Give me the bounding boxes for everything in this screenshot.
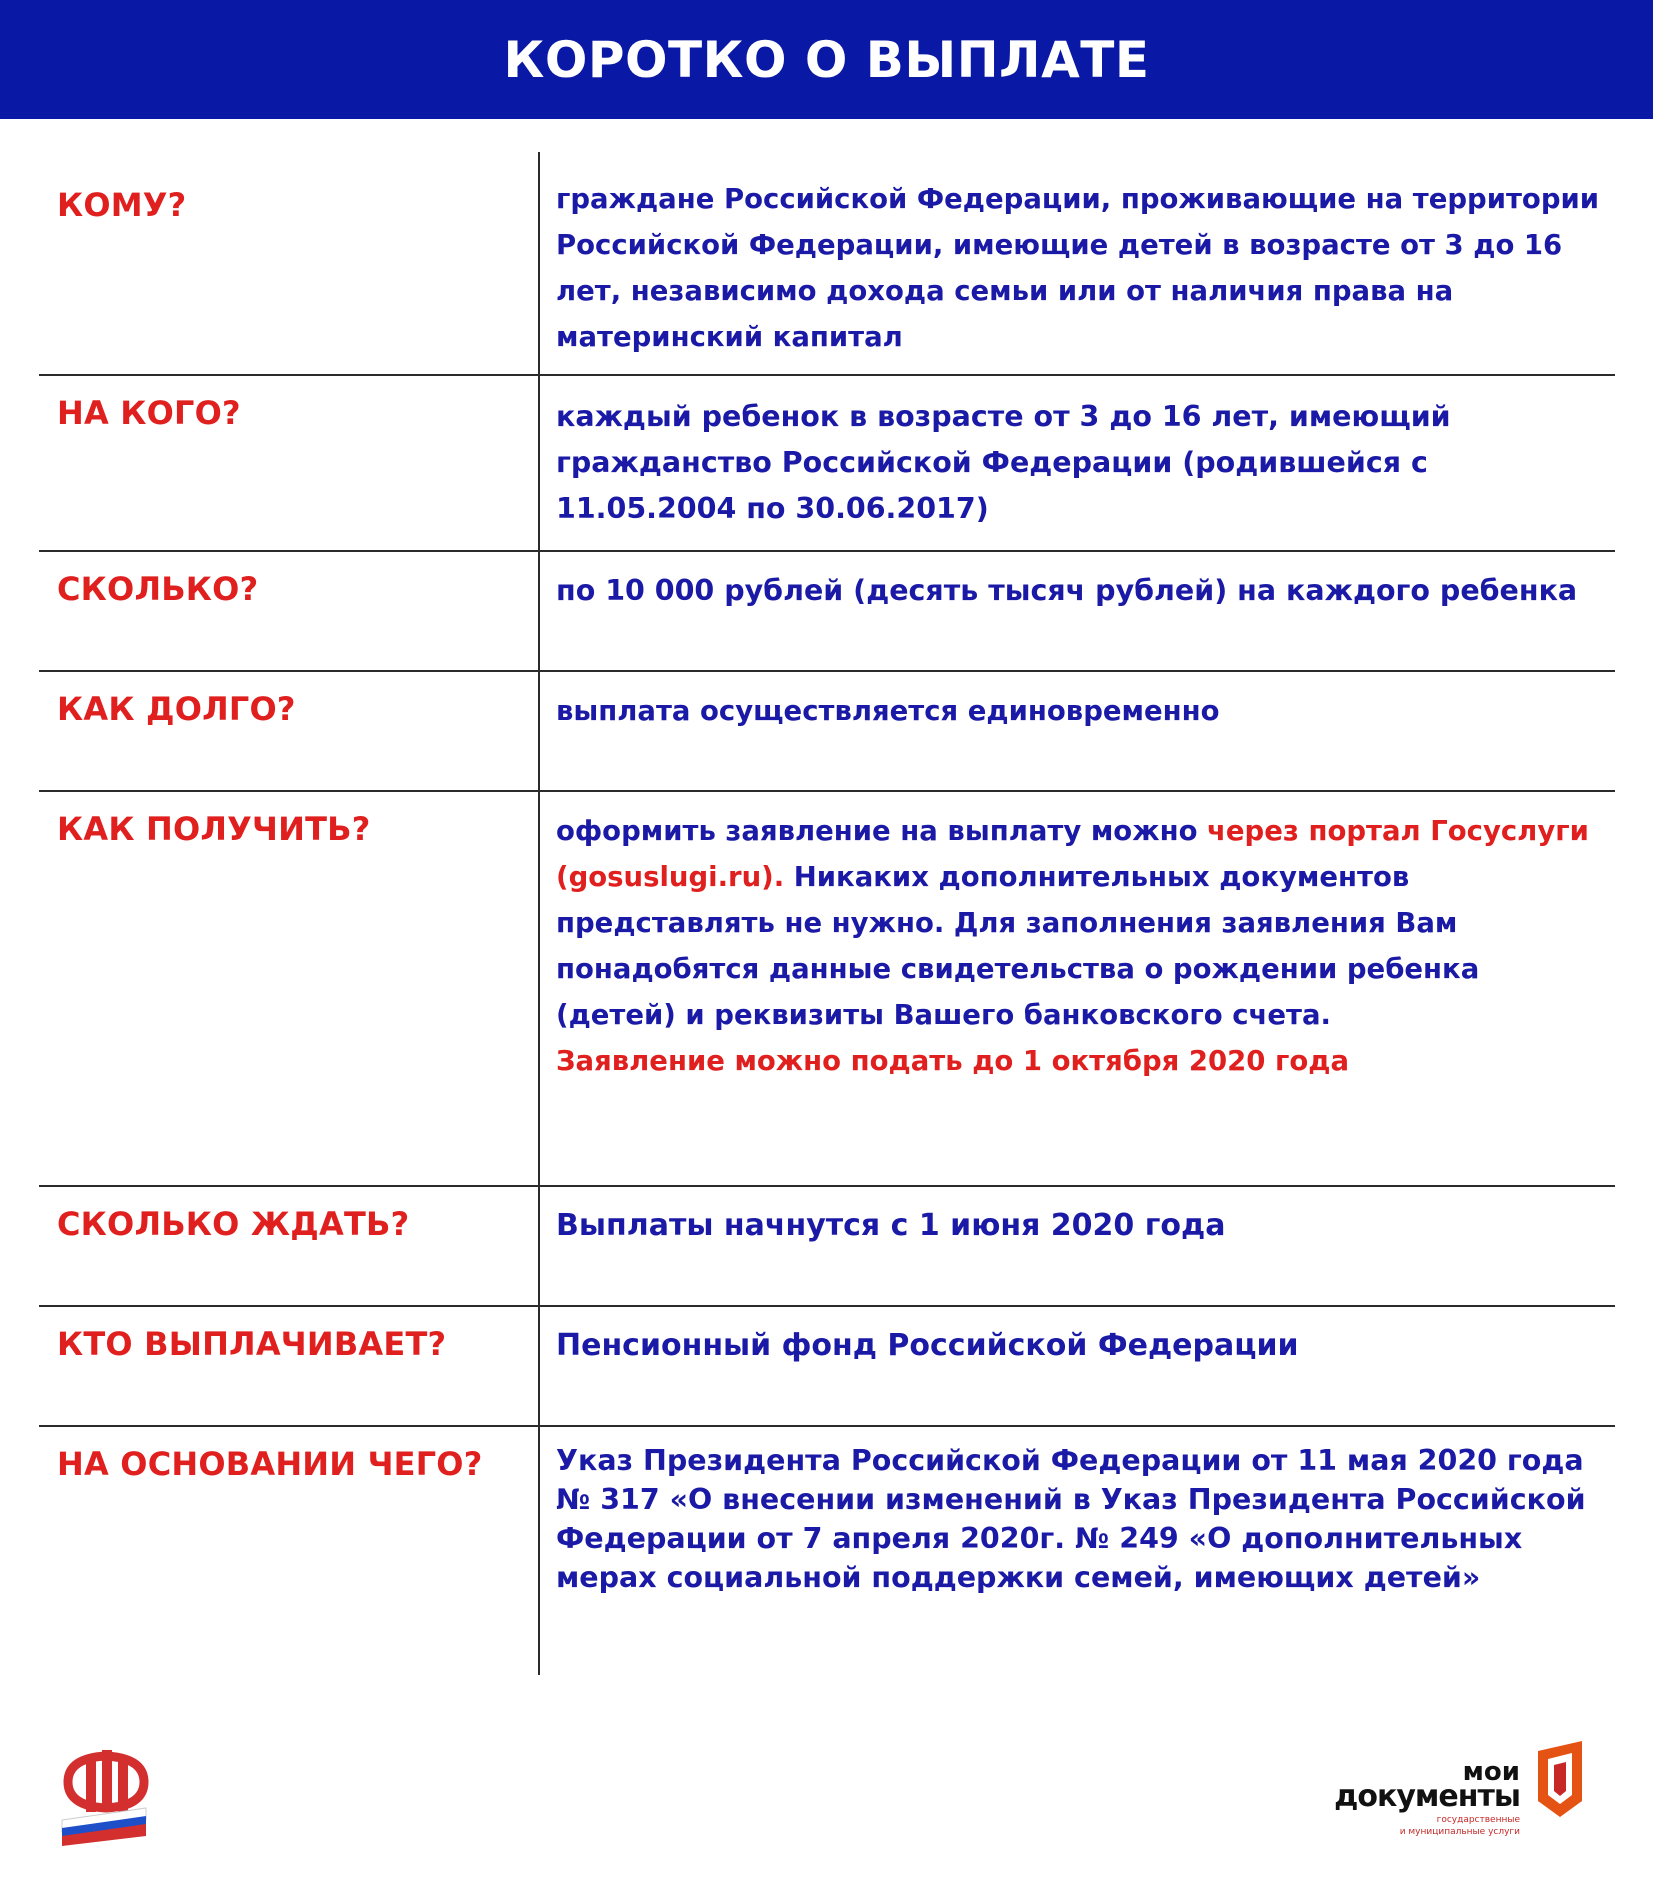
row-value: по 10 000 рублей (десять тысяч рублей) на каждого ребенка xyxy=(538,552,1615,670)
logo-subtitle-2: и муниципальные услуги xyxy=(1399,1827,1520,1837)
row-label: КАК ДОЛГО? xyxy=(57,690,296,728)
document-mark-icon xyxy=(1530,1741,1590,1821)
header-banner xyxy=(0,0,1653,119)
table-row xyxy=(39,670,1615,790)
value-text: Никаких дополнительных документов представлять не нужно. Для заполнения заявления Вам понадобятся данные свидетельства о рождении ребенка (детей) и реквизиты Вашего банковского счета. xyxy=(556,861,1480,1031)
logo-word1: мои xyxy=(1462,1757,1520,1787)
row-label: СКОЛЬКО? xyxy=(57,570,259,608)
row-value: выплата осуществляется единовременно xyxy=(538,672,1615,790)
pfr-logo-icon xyxy=(58,1748,154,1846)
table-row xyxy=(39,1185,1615,1305)
row-value: Выплаты начнутся с 1 июня 2020 года xyxy=(538,1187,1615,1305)
row-value xyxy=(538,792,1615,1185)
gosuslugi-link[interactable]: через портал Госуслуги (gosuslugi.ru). xyxy=(556,815,1589,893)
row-label: КТО ВЫПЛАЧИВАЕТ? xyxy=(57,1325,447,1363)
value-text: оформить заявление на выплату можно xyxy=(556,815,1208,847)
row-label: НА КОГО? xyxy=(57,394,241,432)
table-row xyxy=(39,550,1615,670)
row-label: НА ОСНОВАНИИ ЧЕГО? xyxy=(57,1445,483,1483)
row-label: КОМУ? xyxy=(57,186,187,224)
logo-subtitle-1: государственные xyxy=(1436,1815,1520,1825)
table-row xyxy=(39,152,1615,374)
row-label: КАК ПОЛУЧИТЬ? xyxy=(57,810,371,848)
table-row xyxy=(39,1305,1615,1425)
table-row xyxy=(39,790,1615,1185)
logo-word2: документы xyxy=(1334,1779,1520,1814)
deadline-text: Заявление можно подать до 1 октября 2020 года xyxy=(556,1045,1350,1077)
row-value: каждый ребенок в возрасте от 3 до 16 лет, имеющий гражданство Российской Федерации (родившейся с 11.05.2004 по 30.06.2017) xyxy=(538,376,1615,550)
row-value: Пенсионный фонд Российской Федерации xyxy=(538,1307,1615,1425)
table-row xyxy=(39,374,1615,550)
row-label: СКОЛЬКО ЖДАТЬ? xyxy=(57,1205,410,1243)
row-value: Указ Президента Российской Федерации от 11 мая 2020 года № 317 «О внесении изменений в Указ Президента Российской Федерации от 7 апреля 2020г. № 249 «О дополнительных мерах социальной поддержки семей, имеющих детей» xyxy=(538,1427,1615,1675)
table-row xyxy=(39,1425,1615,1675)
page-title: КОРОТКО О ВЫПЛАТЕ xyxy=(503,30,1150,89)
row-value: граждане Российской Федерации, проживающие на территории Российской Федерации, имеющие детей в возрасте от 3 до 16 лет, независимо дохода семьи или от наличия права на материнский капитал xyxy=(538,152,1615,374)
info-table xyxy=(39,152,1615,1675)
moi-dokumenty-logo xyxy=(1334,1741,1590,1843)
